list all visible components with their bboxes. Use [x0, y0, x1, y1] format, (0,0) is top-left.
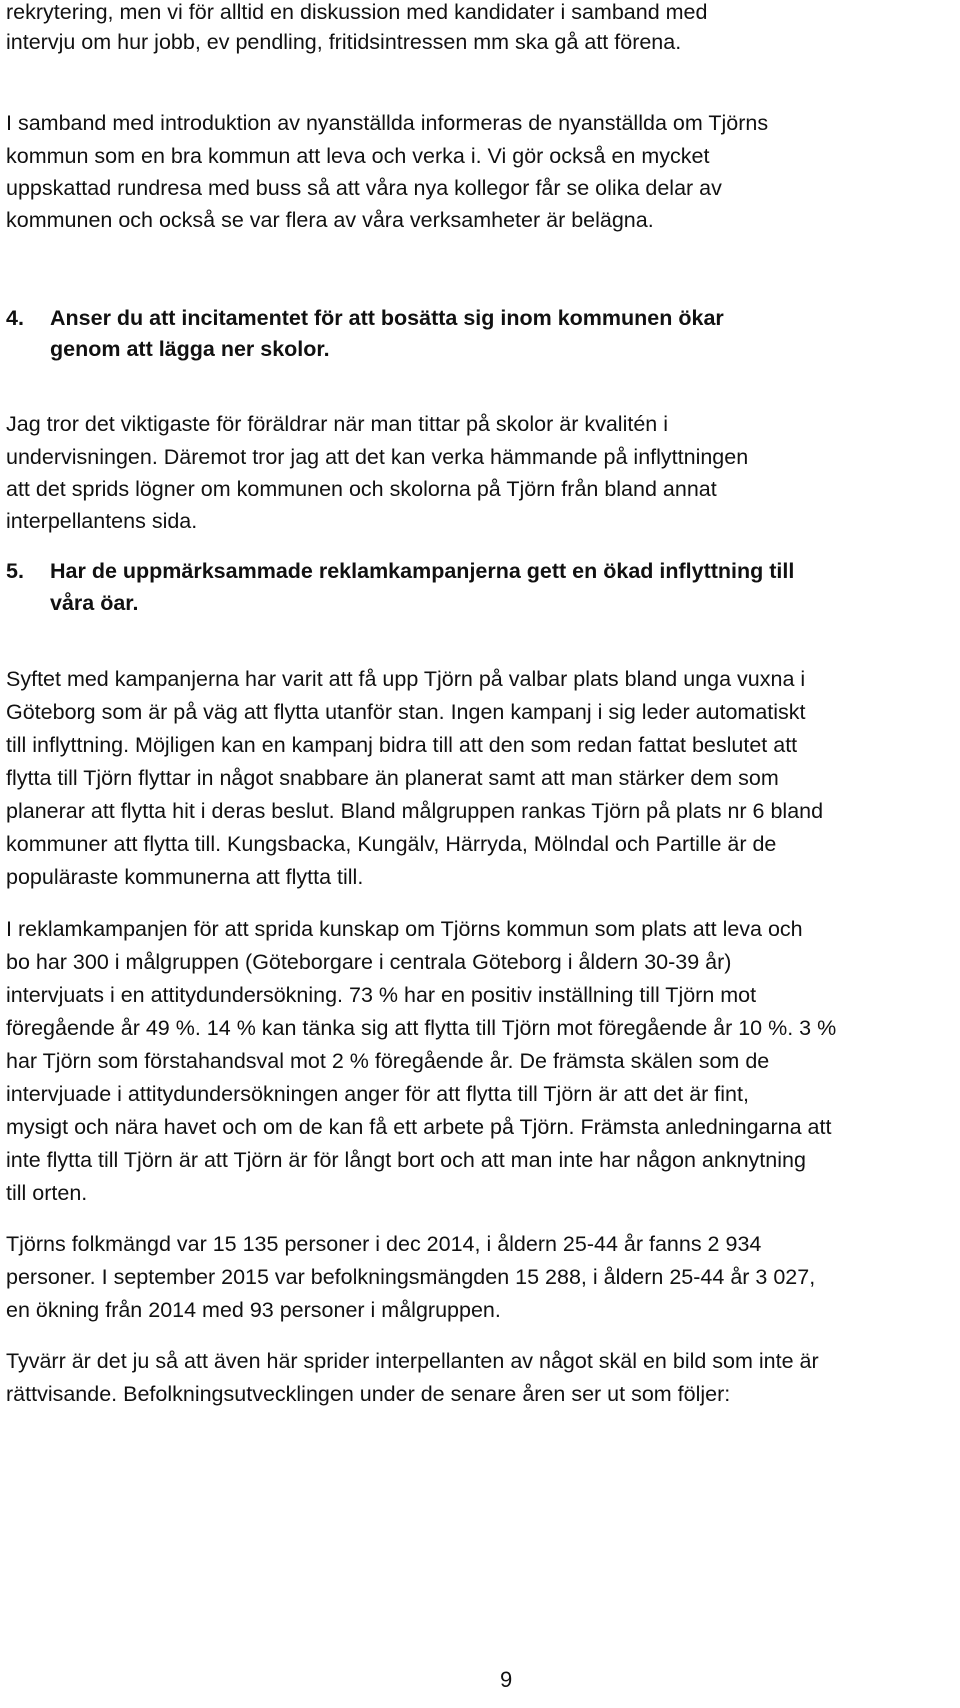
text-line: föregående år 49 %. 14 % kan tänka sig att flytta till Tjörn mot föregående år 10 %. 3 % [6, 1016, 837, 1040]
question-line: Anser du att incitamentet för att bosätta sig inom kommunen ökar [50, 306, 724, 330]
question-line: genom att lägga ner skolor. [50, 337, 330, 361]
text-line: till orten. [6, 1181, 88, 1205]
text-line: Tyvärr är det ju så att även här sprider interpellanten av något skäl en bild som inte är [6, 1349, 819, 1373]
text-line: inte flytta till Tjörn är att Tjörn är för långt bort och att man inte har någon anknytning [6, 1148, 806, 1172]
text-line: personer. I september 2015 var befolkningsmängden 15 288, i åldern 25-44 år 3 027, [6, 1265, 816, 1289]
text-line: att det sprids lögner om kommunen och skolorna på Tjörn från bland annat [6, 477, 717, 501]
text-line: intervju om hur jobb, ev pendling, fritidsintressen mm ska gå att förena. [6, 30, 682, 54]
question-line: Har de uppmärksammade reklamkampanjerna gett en ökad inflyttning till [50, 559, 795, 583]
text-line: kommuner att flytta till. Kungsbacka, Kungälv, Härryda, Mölndal och Partille är de [6, 832, 777, 856]
text-line: populäraste kommunerna att flytta till. [6, 865, 364, 889]
document-page [6, 0, 954, 1708]
text-line: Jag tror det viktigaste för föräldrar när man tittar på skolor är kvalitén i [6, 412, 668, 436]
text-line: I samband med introduktion av nyanställda informeras de nyanställda om Tjörns [6, 111, 769, 135]
question-number: 5. [6, 559, 24, 583]
text-line: mysigt och nära havet och om de kan få ett arbete på Tjörn. Främsta anledningarna att [6, 1115, 832, 1139]
text-line: en ökning från 2014 med 93 personer i målgruppen. [6, 1298, 501, 1322]
text-line: uppskattad rundresa med buss så att våra nya kollegor får se olika delar av [6, 176, 722, 200]
text-line: rekrytering, men vi för alltid en diskussion med kandidater i samband med [6, 0, 708, 24]
text-line: undervisningen. Däremot tror jag att det kan verka hämmande på inflyttningen [6, 445, 749, 469]
text-line: rättvisande. Befolkningsutvecklingen under de senare åren ser ut som följer: [6, 1382, 731, 1406]
text-line: till inflyttning. Möjligen kan en kampanj bidra till att den som redan fattat beslutet att [6, 733, 798, 757]
text-line: Göteborg som är på väg att flytta utanför stan. Ingen kampanj i sig leder automatiskt [6, 700, 806, 724]
text-line: Tjörns folkmängd var 15 135 personer i dec 2014, i åldern 25-44 år fanns 2 934 [6, 1232, 762, 1256]
text-line: intervjuats i en attitydundersökning. 73 % har en positiv inställning till Tjörn mot [6, 983, 757, 1007]
text-line: har Tjörn som förstahandsval mot 2 % föregående år. De främsta skälen som de [6, 1049, 770, 1073]
text-line: I reklamkampanjen för att sprida kunskap om Tjörns kommun som plats att leva och [6, 917, 803, 941]
text-line: intervjuade i attitydundersökningen anger för att flytta till Tjörn är att det är fint, [6, 1082, 749, 1106]
text-line: bo har 300 i målgruppen (Göteborgare i centrala Göteborg i åldern 30-39 år) [6, 950, 732, 974]
page-number: 9 [500, 1667, 513, 1692]
text-line: Syftet med kampanjerna har varit att få upp Tjörn på valbar plats bland unga vuxna i [6, 667, 806, 691]
text-line: interpellantens sida. [6, 509, 198, 533]
question-number: 4. [6, 306, 24, 330]
text-line: kommunen och också se var flera av våra verksamheter är belägna. [6, 208, 654, 232]
text-line: planerar att flytta hit i deras beslut. Bland målgruppen rankas Tjörn på plats nr 6 bland [6, 799, 824, 823]
text-line: flytta till Tjörn flyttar in något snabbare än planerat samt att man stärker dem som [6, 766, 779, 790]
text-line: kommun som en bra kommun att leva och verka i. Vi gör också en mycket [6, 144, 710, 168]
question-line: våra öar. [50, 591, 139, 615]
